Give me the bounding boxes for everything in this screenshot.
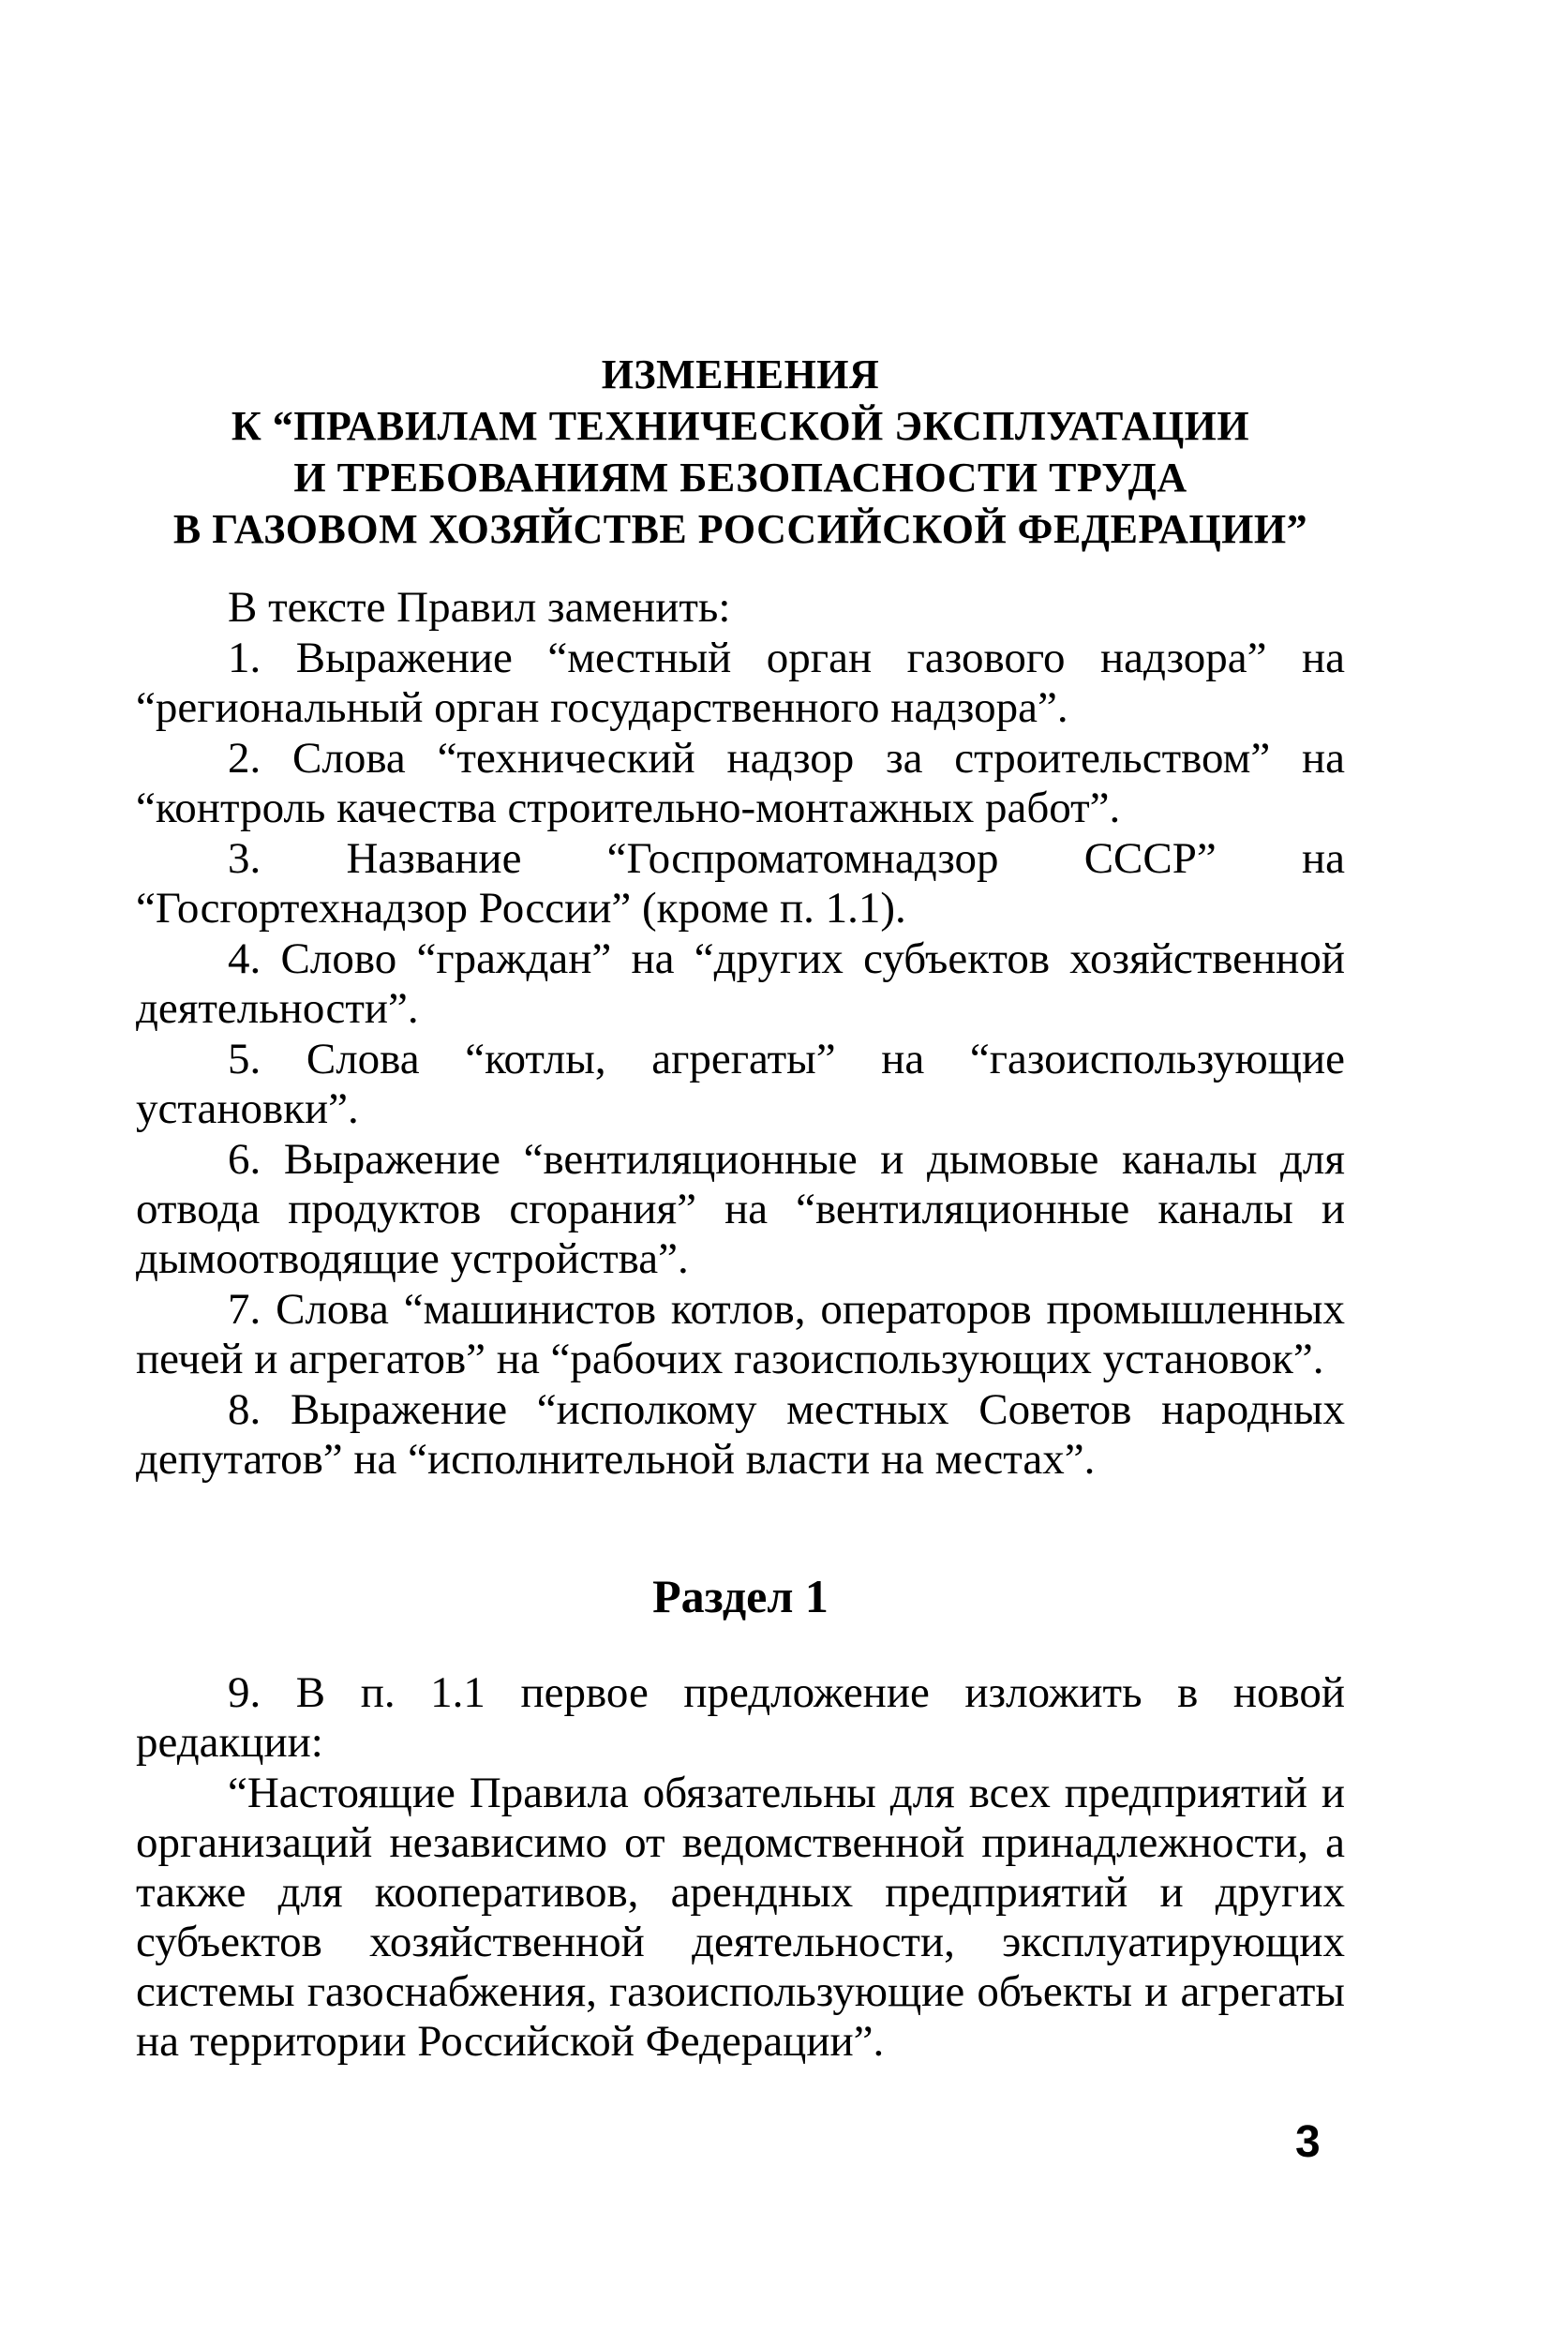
page-number: 3: [1295, 2117, 1321, 2167]
section-heading: Раздел 1: [652, 1570, 829, 1622]
title-line: ИЗМЕНЕНИЯ: [601, 351, 880, 397]
replacements-list: [136, 583, 1345, 1486]
title-line: В ГАЗОВОМ ХОЗЯЙСТВЕ РОССИЙСКОЙ ФЕДЕРАЦИИ”: [172, 506, 1308, 552]
title-line: И ТРЕБОВАНИЯМ БЕЗОПАСНОСТИ ТРУДА: [293, 455, 1187, 500]
list-item: 5. Слова “котлы, агрегаты” на “газоиспользующие установки”.: [136, 1035, 1345, 1133]
list-item: 8. Выражение “исполкому местных Советов народных депутатов” на “исполнительной власти на местах”.: [136, 1385, 1345, 1484]
list-item: 6. Выражение “вентиляционные и дымовые каналы для отвода продуктов сгорания” на “вентиляционные каналы и дымоотводящие устройства”.: [136, 1135, 1345, 1283]
list-item: 9. В п. 1.1 первое предложение изложить в новой редакции:: [136, 1668, 1345, 1767]
document-title: [131, 349, 1350, 555]
list-item: 3. Название “Госпроматомнадзор СССР” на “Госгортехнадзор России” (кроме п. 1.1).: [136, 834, 1345, 933]
intro-paragraph: В тексте Правил заменить:: [228, 583, 731, 632]
list-item: 2. Слова “технический надзор за строительством” на “контроль качества строительно-монтажных работ”.: [136, 734, 1345, 832]
quoted-paragraph: “Настоящие Правила обязательны для всех предприятий и организаций независимо от ведомственной принадлежности, а также для кооперативов, арендных предприятий и других субъектов хозяйственной деятельности, эксплуатирующих системы газоснабжения, газоиспользующие объекты и агрегаты на территории Российской Федерации”.: [136, 1769, 1345, 2066]
section-body: [136, 1668, 1345, 2068]
list-item: 1. Выражение “местный орган газового надзора” на “региональный орган государственного надзора”.: [136, 634, 1345, 732]
title-line: К “ПРАВИЛАМ ТЕХНИЧЕСКОЙ ЭКСПЛУАТАЦИИ: [231, 403, 1250, 449]
list-item: 7. Слова “машинистов котлов, операторов промышленных печей и агрегатов” на “рабочих газоиспользующих установок”.: [136, 1285, 1345, 1383]
list-item: 4. Слово “граждан” на “других субъектов хозяйственной деятельности”.: [136, 934, 1345, 1033]
